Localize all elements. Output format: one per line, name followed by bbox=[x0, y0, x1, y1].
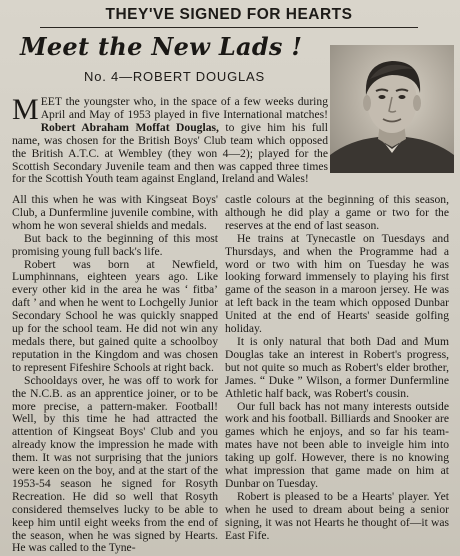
paragraph: Our full back has not many interests outside work and his football. Billiards and Snooker are games which he enjoys, and so far his team-mates have not been able to inveigle him into taking up golf. However, there is no knowing what impression that game made on him at Dunbar on Tuesday. bbox=[225, 399, 449, 490]
player-portrait-drawing bbox=[330, 45, 454, 173]
paragraph: It is only natural that both Dad and Mum Douglas take an interest in Robert's progress, but not quite so much as Robert's elder brother, James. “ Duke ” Wilson, a former Dunfermline Athletic half back, was Robert's cousin. bbox=[225, 334, 449, 400]
article-headline: Meet the New Lads ! bbox=[20, 32, 303, 61]
drop-cap: M bbox=[12, 93, 39, 126]
paragraph: Schooldays over, he was off to work for the N.C.B. as an apprentice joiner, or to be more precise, a pattern-maker. Football! Well, by this time he had attracted the attention of Kingseat Boys' Club and you already know the impression he made with them. It was not surprising that the juniors were keen on the boy, and at the start of the 1953-54 season he signed for Rosyth Recreation. He did so well that Rosyth considered themselves lucky to be able to keep him until eight weeks from the end of the season, when he was signed by Hearts. He was called to the Tyne- bbox=[12, 373, 218, 555]
article-subhead: No. 4—ROBERT DOUGLAS bbox=[84, 69, 265, 84]
paragraph: He trains at Tynecastle on Tuesdays and Thursdays, and when the Programme had a word or two with him on Tuesday he was looking forward immensely to playing his first game of the season in a maroon jersey. He was at left back in the team which opposed Dunbar United at the end of Hearts' seaside golfing holiday. bbox=[225, 231, 449, 336]
intro-lead: EET the youngster who, in the space of a few weeks during April and May of 1953 played in five International matches! bbox=[40, 95, 328, 121]
paragraph: Robert is pleased to be a Hearts' player. Yet when he used to dream about being a senior signing, it was not Hearts he thought of—it was East Fife. bbox=[225, 489, 449, 542]
paragraph: But back to the beginning of this most promising young full back's life. bbox=[12, 231, 218, 258]
intro-paragraph bbox=[12, 93, 328, 186]
intro-continuation: to give him his full name, was chosen for the British Boys' Club team which opposed the British A.T.C. at Wembley (they won 4—2); played for the Scottish Secondary Juvenile team and then was capped three times for the Scottish Youth team against England, Ireland and Wales! bbox=[12, 120, 328, 186]
paragraph: castle colours at the beginning of this season, although he did play a game or two for the reserves at the end of last season. bbox=[225, 193, 449, 232]
paragraph: Robert was born at Newfield, Lumphinnans, eighteen years ago. Like every other kid in the area he was ‘ fitba’ daft ’ and when he went to Lochgelly Junior Secondary School he was quickly snapped up for the school team. He did not win any medals there, but gained quite a schoolboy reputation in the Kingdom and was chosen to represent Fifeshire Schools at right back. bbox=[12, 257, 218, 374]
right-column bbox=[225, 194, 449, 542]
player-full-name: Robert Abraham Moffat Douglas, bbox=[40, 120, 219, 134]
intro-text bbox=[12, 93, 328, 186]
paragraph: All this when he was with Kingseat Boys' Club, a Dunfermline juvenile combine, with whom he won several shields and medals. bbox=[12, 193, 218, 232]
player-portrait-photo bbox=[330, 45, 454, 173]
left-column bbox=[12, 194, 218, 555]
section-title: THEY'VE SIGNED FOR HEARTS bbox=[105, 6, 353, 23]
section-header bbox=[40, 5, 418, 28]
